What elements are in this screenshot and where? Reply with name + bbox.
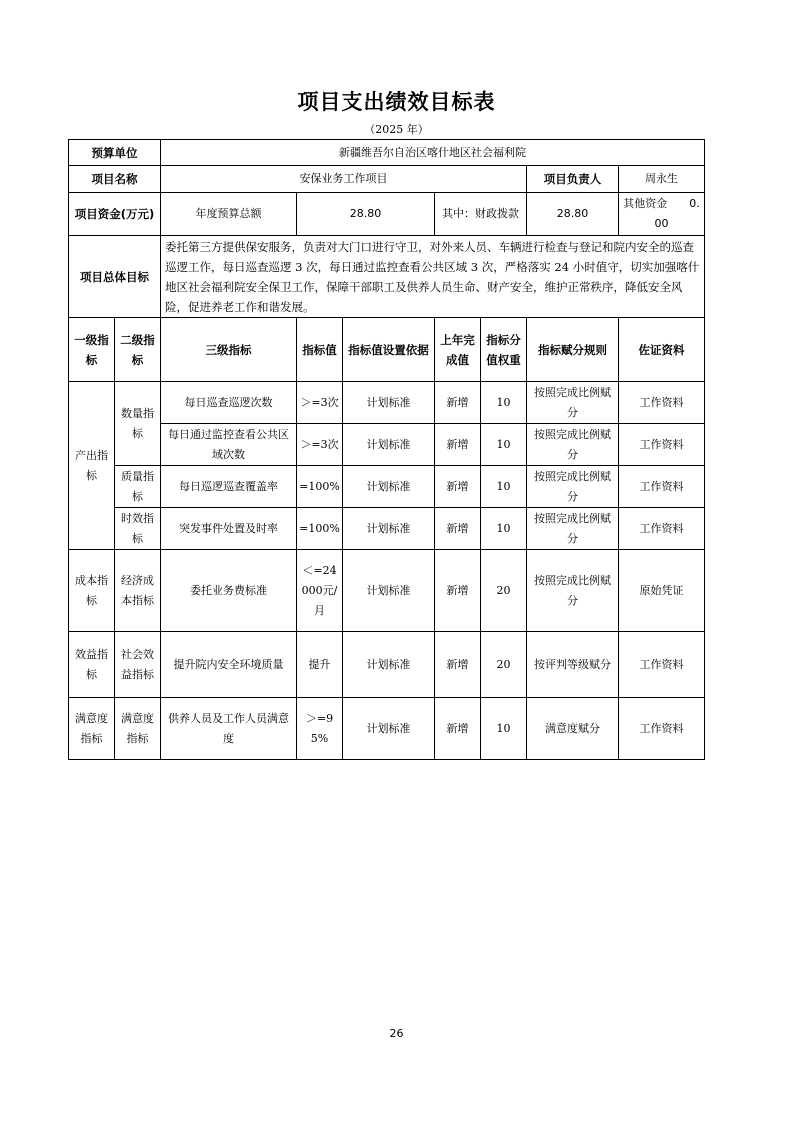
indicator-weight: 10: [481, 466, 527, 508]
budget-unit-label: 预算单位: [69, 140, 161, 166]
indicator-basis: 计划标准: [343, 632, 435, 698]
table-row: [69, 508, 705, 550]
indicator-prev: 新增: [435, 508, 481, 550]
group-quantity: 数量指标: [115, 382, 161, 466]
indicator-prev: 新增: [435, 550, 481, 632]
funds-row: [69, 193, 705, 236]
group-output: 产出指标: [69, 382, 115, 550]
indicator-value: ＞=3次: [297, 424, 343, 466]
indicator-rule: 满意度赋分: [527, 698, 619, 760]
indicator-prev: 新增: [435, 698, 481, 760]
goal-row: [69, 236, 705, 318]
header-level3: 三级指标: [161, 318, 297, 382]
group-benefit: 效益指标: [69, 632, 115, 698]
indicator-basis: 计划标准: [343, 698, 435, 760]
indicator-rule: 按照完成比例赋分: [527, 424, 619, 466]
fiscal-label: 其中：财政拨款: [435, 193, 527, 236]
table-row: [69, 382, 705, 424]
header-level2: 二级指标: [115, 318, 161, 382]
header-basis: 指标值设置依据: [343, 318, 435, 382]
group-economic-cost: 经济成本指标: [115, 550, 161, 632]
indicator-evidence: 工作资料: [619, 632, 705, 698]
indicator-rule: 按照完成比例赋分: [527, 550, 619, 632]
group-timeliness: 时效指标: [115, 508, 161, 550]
indicator-rule: 按照完成比例赋分: [527, 508, 619, 550]
table-row: [69, 466, 705, 508]
fiscal-value: 28.80: [527, 193, 619, 236]
indicator-weight: 10: [481, 698, 527, 760]
group-social-benefit: 社会效益指标: [115, 632, 161, 698]
group-satisfaction-sub: 满意度指标: [115, 698, 161, 760]
indicator-value: ＞=3次: [297, 382, 343, 424]
other-funds-value: 0.00: [654, 197, 700, 230]
indicator-value: =100%: [297, 508, 343, 550]
project-name-value: 安保业务工作项目: [161, 166, 527, 193]
indicator-value: =100%: [297, 466, 343, 508]
indicator-evidence: 工作资料: [619, 382, 705, 424]
table-row: [69, 632, 705, 698]
indicator-weight: 10: [481, 382, 527, 424]
indicator-value: ＞=95%: [297, 698, 343, 760]
indicator-prev: 新增: [435, 466, 481, 508]
indicator-evidence: 原始凭证: [619, 550, 705, 632]
page-number: 26: [389, 1027, 404, 1040]
indicator-prev: 新增: [435, 382, 481, 424]
indicator-rule: 按照完成比例赋分: [527, 382, 619, 424]
other-funds-label: 其他资金: [623, 197, 668, 210]
table-row: [69, 698, 705, 760]
year-label: （2025 年）: [364, 123, 429, 136]
header-weight: 指标分值权重: [481, 318, 527, 382]
project-name-row: [69, 166, 705, 193]
header-value: 指标值: [297, 318, 343, 382]
indicator-rule: 按照完成比例赋分: [527, 466, 619, 508]
indicator-evidence: 工作资料: [619, 466, 705, 508]
header-prev: 上年完成值: [435, 318, 481, 382]
funds-label: 项目资金(万元): [69, 193, 161, 236]
indicator-evidence: 工作资料: [619, 424, 705, 466]
indicator-name: 每日通过监控查看公共区域次数: [161, 424, 297, 466]
indicator-name: 提升院内安全环境质量: [161, 632, 297, 698]
performance-table: [68, 139, 705, 760]
group-cost: 成本指标: [69, 550, 115, 632]
goal-text: 委托第三方提供保安服务，负责对大门口进行守卫，对外来人员、车辆进行检查与登记和院内安全的巡查巡逻工作，每日巡查巡逻 3 次，每日通过监控查看公共区域 3 次，严格落实 24 小时值守，切实加强喀什地区社会福利院安全保卫工作，保障干部职工及供养人员生命、财产安全，维护正常秩序，降低安全风险，促进养老工作和谐发展。: [161, 236, 705, 318]
indicator-value: 提升: [297, 632, 343, 698]
header-rule: 指标赋分规则: [527, 318, 619, 382]
indicator-value: ＜=24000元/月: [297, 550, 343, 632]
table-row: [69, 424, 705, 466]
goal-label: 项目总体目标: [69, 236, 161, 318]
indicator-rule: 按评判等级赋分: [527, 632, 619, 698]
annual-budget-value: 28.80: [297, 193, 435, 236]
annual-budget-label: 年度预算总额: [161, 193, 297, 236]
header-evidence: 佐证资料: [619, 318, 705, 382]
header-level1: 一级指标: [69, 318, 115, 382]
indicator-basis: 计划标准: [343, 466, 435, 508]
indicator-weight: 20: [481, 632, 527, 698]
budget-unit-value: 新疆维吾尔自治区喀什地区社会福利院: [161, 140, 705, 166]
project-owner-value: 周永生: [619, 166, 705, 193]
indicator-evidence: 工作资料: [619, 508, 705, 550]
header-row: [69, 318, 705, 382]
budget-unit-row: [69, 140, 705, 166]
project-name-label: 项目名称: [69, 166, 161, 193]
indicator-weight: 10: [481, 424, 527, 466]
indicator-basis: 计划标准: [343, 550, 435, 632]
other-funds: [619, 193, 705, 236]
page-title: 项目支出绩效目标表: [297, 89, 496, 114]
indicator-basis: 计划标准: [343, 382, 435, 424]
table-row: [69, 550, 705, 632]
indicator-basis: 计划标准: [343, 508, 435, 550]
indicator-name: 每日巡查巡逻次数: [161, 382, 297, 424]
indicator-weight: 10: [481, 508, 527, 550]
indicator-name: 供养人员及工作人员满意度: [161, 698, 297, 760]
indicator-name: 突发事件处置及时率: [161, 508, 297, 550]
group-quality: 质量指标: [115, 466, 161, 508]
indicator-basis: 计划标准: [343, 424, 435, 466]
group-satisfaction: 满意度指标: [69, 698, 115, 760]
indicator-weight: 20: [481, 550, 527, 632]
indicator-name: 委托业务费标准: [161, 550, 297, 632]
project-owner-label: 项目负责人: [527, 166, 619, 193]
indicator-evidence: 工作资料: [619, 698, 705, 760]
indicator-name: 每日巡逻巡查覆盖率: [161, 466, 297, 508]
indicator-prev: 新增: [435, 632, 481, 698]
indicator-prev: 新增: [435, 424, 481, 466]
